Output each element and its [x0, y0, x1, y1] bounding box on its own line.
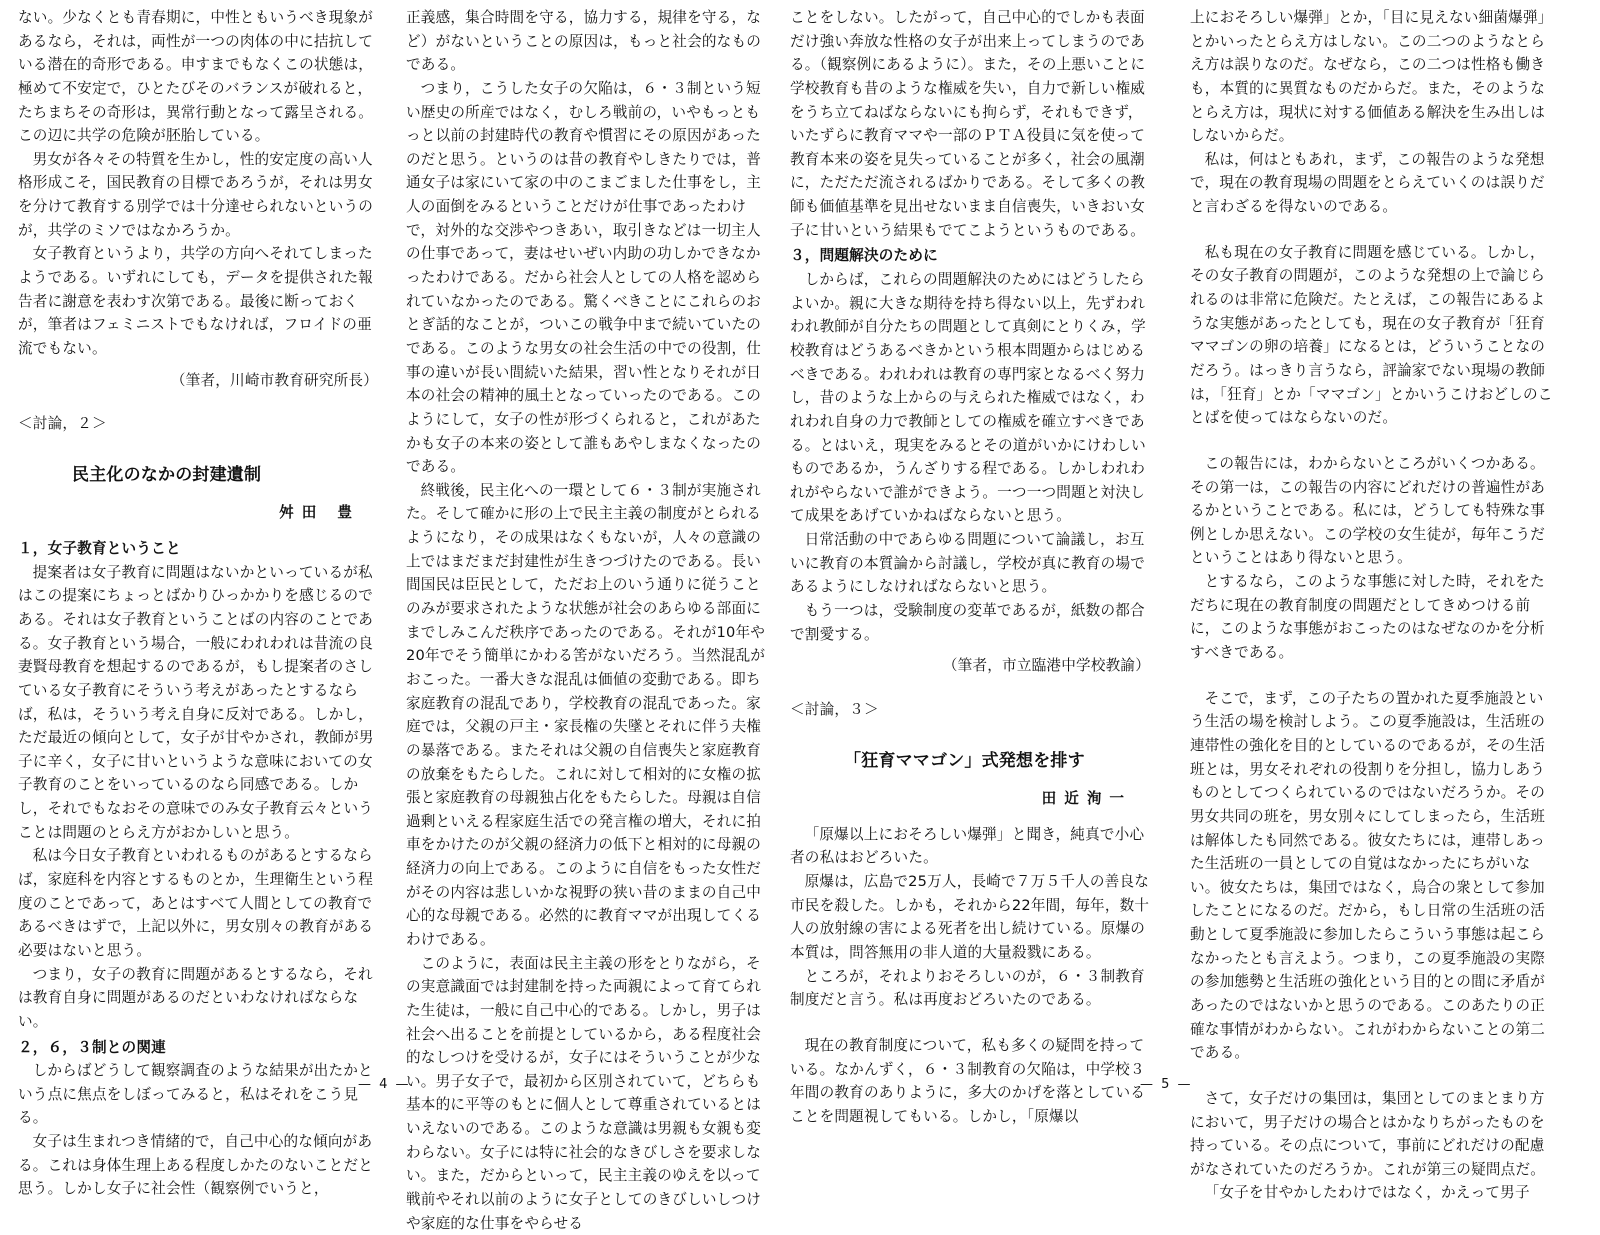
author-byline: （筆者，市立臨港中学校教諭） [942, 657, 1150, 675]
paragraph-gap [1190, 1065, 1556, 1087]
paragraph-gap [1190, 219, 1556, 241]
paragraph: ところが，それよりおそろしいのが，６・３制教育制度だと言う。私は再度おどろいたのである。 [790, 967, 1145, 1009]
page-number: — 4 — [358, 1077, 411, 1092]
page-number: — 5 — [1140, 1077, 1193, 1092]
article-author: 舛田 豊 [279, 504, 360, 522]
author-byline: （筆者，川崎市教育研究所長） [170, 371, 378, 389]
article-title: 民主化のなかの封建遺制 [72, 464, 262, 485]
page4-column-right [406, 6, 772, 1232]
page5-column-left [790, 6, 1156, 1125]
paragraph-gap [790, 1012, 1156, 1034]
paragraph: 男女が各々その特質を生かし，性的安定度の高い人格形成こそ，国民教育の目標であろうが，それは男女を分けて教育する別学では十分達せられないというのが，共学のミソではなかろうか。 [18, 150, 374, 239]
paragraph: ことをしない。したがって，自己中心的でしかも表面だけ強い奔放な性格の女子が出来上ってしまうのである。（観察例にあるように）。また，その上悪いことに学校教育も昔のような権威を失い，自力で新しい権威をうち立てねばならないにも拘らず，それもできず，いたずらに教育ママや一部のＰＴＡ役員に気を使って教育本来の姿を見失っていることが多く，社会の風潮に，ただただ流されるばかりである。そして多くの教師も価値基準を見出せないまま自信喪失，いきおい女子に甘いという結果もでてこようというものである。 [790, 9, 1146, 239]
paragraph: 終戦後，民主化への一環として６・３制が実施された。そして確かに形の上で民主主義の制度がとられるようになり，その成果はなくもないが，人々の意識の上ではまだまだ封建性が生きつづけたのである。長い間国民は臣民として，ただお上のいう通りに従うことのみが要求されたような状態が社会のあらゆる部面にまでしみこんだ秩序であったのである。それが10年や20年でそう簡単にかわる筈がないだろう。当然混乱がおこった。一番大きな混乱は価値の変動である。即ち家庭教育の混乱であり，学校教育の混乱であった。家庭では，父親の戸主・家長権の失墜とそれに伴う夫権の暴落である。またそれは父親の自信喪失と家庭教育の放棄をもたらした。これに対して相対的に女権の拡張と家庭教育の母親独占化をもたらした。母親は自信過剰といえる程家庭生活での発言権の増大，それに拍車をかけたのが父親の経済力の低下と相対的に母親の経済力の向上である。このように自信をもった女性だがその内容は悲しいかな視野の狭い昔のままの自己中心的な母親である。必然的に教育ママが出現してくるわけである。 [406, 481, 766, 948]
paragraph: 「原爆以上におそろしい爆弾」と聞き，純真で小心者の私はおどろいた。 [790, 825, 1145, 867]
section-heading: １，女子教育ということ [18, 540, 181, 558]
paragraph: 原爆は，広島で25万人，長崎で７万５千人の善良な市民を殺した。しかも，それから22年間，毎年，数十人の放射線の害による死者を出し続けている。原爆の本質は，問答無用の非人道的大量殺戮にある。 [790, 873, 1150, 961]
paragraph: ない。少なくとも青春期に，中性ともいうべき現象があるなら，それは，両性が一つの肉体の中に拮抗している潜在的奇形である。申すまでもなくこの状態は，極めて不安定で，ひとたびそのバランスが破れると，たちまちその奇形は，異常行動となって露呈される。この辺に共学の危険が胚胎している。 [18, 9, 374, 145]
paragraph: 現在の教育制度について，私も多くの疑問を持っている。なかんずく，６・３制教育の欠陥は，中学校３年間の教育のありように，多大のかげを落としていることを問題視してもいる。しかし，「原爆以 [790, 1036, 1146, 1125]
page5-column-right [1190, 6, 1556, 1202]
debate-label: ＜討論，３＞ [790, 700, 879, 718]
section-heading: ２，６，３制との関連 [18, 1038, 166, 1056]
paragraph: とするなら，このような事態に対した時，それをただちに現在の教育制度の問題だとしてきめつける前に，このような事態がおこったのはなぜなのかを分析すべきである。 [1190, 573, 1545, 662]
paragraph: しからば，これらの問題解決のためにはどうしたらよいか。親に大きな期待を持ち得ない以上，先ずわれわれ教師が自分たちの問題として真剣にとりくみ，学校教育はどうあるべきかという根本問題からはじめるべきである。われわれは教育の専門家となるべく努力し，昔のような上からの与えられた権威ではなく，われわれ自身の力で教師としての権威を確立すべきである。とはいえ，現実をみるとその道がいかにけわしいものであるか，うんざりする程である。しかしわれわれがやらないで誰ができよう。一つ一つ問題と対決して成果をあげていかねばならないと思う。 [790, 271, 1146, 525]
paragraph: そこで，まず，この子たちの置かれた夏季施設という生活の場を検討しよう。この夏季施設は，生活班の連帯性の強化を目的としているのであるが，その生活班とは，男女それぞれの役割りを分担し，協力しあうものとしてつくられているのではないだろうか。その男女共同の班を，男女別々にしてしまったら，生活班は解体したも同然である。彼女たちには，連帯しあった生活班の一員としての自覚はなかったにちがいない。彼女たちは，集団ではなく，烏合の衆として参加したことになるのだ。だから，もし日常の生活班の活動として夏季施設に参加したらこういう事態は起こらなかったとも言えよう。つまり，この夏季施設の実際の参加態勢と生活班の強化という目的との間に矛盾があったのではないかと思うのである。このあたりの正確な事情がわからない。これがわからないことの第二である。 [1190, 689, 1546, 1062]
section-heading: ３，問題解決のために [790, 247, 938, 265]
paragraph: 私も現在の女子教育に問題を感じている。しかし，その女子教育の問題が，このような発想の上で論じられるのは非常に危険だ。たとえば，この報告にあるような実態があったとしても，現在の女子教育が「狂育ママゴンの卵の培養」になるとは，どういうことなのだろう。はっきり言うなら，評論家でない現場の教師は，「狂育」とか「ママゴン」とかいうこけおどしのことばを使ってはならないのだ。 [1190, 243, 1553, 427]
paragraph: 女子教育というより，共学の方向へそれてしまったようである。いずれにしても，データを提供された報告者に謝意を表わす次第である。最後に断っておくが，筆者はフェミニストでもなければ，フロイドの亜流でもない。 [18, 245, 374, 357]
paragraph-gap [1190, 665, 1556, 687]
paragraph: このように，表面は民主主義の形をとりながら，その実意識面では封建制を持った両親によって育てられた生徒は，一般に自己中心的である。しかし，男子は社会へ出ることを前提としているから，ある程度社会的なしつけを受けるが，女子にはそういうことが少ない。男子女子で，最初から区別されていて，どちらも基本的に平等のもとに個人として尊重されているとはいえないのである。このような意識は男親も女親も変わらない。女子には特に社会的なきびしさを要求しない。また，だからといって，民主主義のゆえを以って戦前やそれ以前のように女子としてのきびしいしつけや家庭的な仕事をやらせる [406, 954, 762, 1232]
paragraph-gap [1190, 430, 1556, 452]
paragraph: しからばどうして観察調査のような結果が出たかという点に焦点をしぼってみると，私はそれをこう見る。 [18, 1062, 373, 1127]
paragraph: 女子は生まれつき情緒的で，自己中心的な傾向がある。これは身体生理上ある程度しかたのないことだと思う。しかし女子に社会性（観察例でいうと， [18, 1133, 374, 1198]
paragraph: 私は，何はともあれ，まず，この報告のような発想で，現在の教育現場の問題をとらえていくのは誤りだと言わざるを得ないのである。 [1190, 150, 1545, 216]
paragraph: つまり，こうした女子の欠陥は，６・３制という短い歴史の所産ではなく，むしろ戦前の，いやもっともっと以前の封建時代の教育や慣習にその原因があったのだと思う。というのは昔の教育やしきたりでは，普通女子は家にいて家の中のこまごました仕事をし，主人の面倒をみるということだけが仕事であったわけで，対外的な交渉やつきあい，取引きなどは一切主人の仕事であって，妻はせいぜい内助の功しかできなかったわけである。だから社会人としての人格を認められていなかったのである。驚くべきことにこれらのおとぎ話的なことが，ついこの戦争中まで続いていたのである。このような男女の社会生活の中での役割，仕事の違いが長い間続いた結果，習い性となりそれが日本の社会の精神的風土となっていったのである。このようにして，女子の性が形づくられると，これがあたかも女子の本来の姿として誰もあやしまなくなったのである。 [406, 79, 762, 476]
paragraph: 上におそろしい爆弾」とか，「目に見えない細菌爆弾」とかいったとらえ方はしない。この二つのようなとらえ方は誤りなのだ。なぜなら，この二つは性格も働きも，本質的に異質なものだからだ。また，そのようなとらえ方は，現状に対する価値ある解決を生み出しはしないからだ。 [1190, 9, 1553, 145]
paragraph: 日常活動の中であらゆる問題について論議し，お互いに教育の本質論から討議し，学校が真に教育の場であるようにしなければならないと思う。 [790, 531, 1146, 596]
paragraph: つまり，女子の教育に問題があるとするなら，それは教育自身に問題があるのだといわなければならない。 [18, 965, 373, 1030]
paragraph: 提案者は女子教育に問題はないかといっているが私はこの提案にちょっとばかりひっかかりを感じるのである。それは女子教育ということばの内容のことである。女子教育という場合，一般にわれわれは昔流の良妻賢母教育を想起するのであるが，もし提案者のさしている女子教育にそういう考えがあったとするならば，私は，そういう考え自身に反対である。しかし，ただ最近の傾向として，女子が甘やかされ，教師が男子に辛く，女子に甘いというような意味においての女子教育のことをいっているのなら同感である。しかし，それでもなおその意味でのみ女子教育云々ということは問題のとらえ方がおかしいと思う。 [18, 563, 374, 841]
paragraph: この報告には，わからないところがいくつかある。その第一は，この報告の内容にどれだけの普遍性があるかということである。私には，どうしても特殊な事例としか思えない。この学校の女生徒が，毎年こうだということはあり得ないと思う。 [1190, 454, 1546, 567]
debate-label: ＜討論，２＞ [18, 415, 107, 433]
paragraph: 「女子を甘やかしたわけではなく，かえって男子 [1204, 1184, 1530, 1202]
paragraph: さて，女子だけの集団は，集団としてのまとまり方において，男子だけの場合とはかなりちがったものを持っている。その点について，事前にどれだけの配慮がなされていたのだろうか。これが第三の疑問点だ。 [1190, 1089, 1546, 1178]
page4-column-left [18, 6, 384, 1198]
paragraph: 私は今日女子教育といわれるものがあるとするならば，家庭科を内容とするものとか，生理衛生という程度のことであって，あとはすべて人間としての教育であるべきはずで，上記以外に，男女別々の教育がある必要はないと思う。 [18, 847, 374, 959]
article-author: 田近洵一 [1041, 790, 1132, 808]
article-title: 「狂育ママゴン」式発想を排す [844, 750, 1085, 771]
paragraph: もう一つは，受験制度の変革であるが，紙数の都合で割愛する。 [790, 602, 1145, 643]
paragraph: 正義感，集合時間を守る，協力する，規律を守る，など）がないということの原因は，もっと社会的なものである。 [406, 9, 762, 74]
